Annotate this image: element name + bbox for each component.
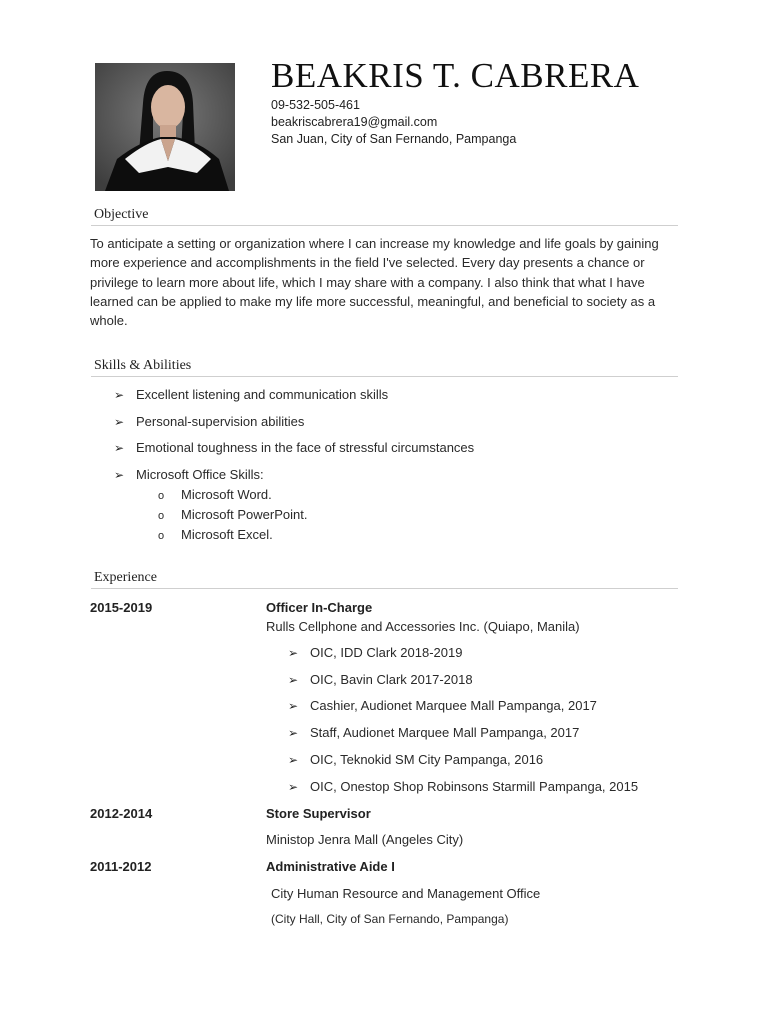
sub-skill-item [158, 507, 307, 522]
job-years: 2011-2012 [90, 859, 152, 874]
job-detail-label: OIC, Onestop Shop Robinsons Starmill Pampanga, 2015 [310, 779, 639, 794]
objective-heading: Objective [94, 207, 149, 222]
section-divider [91, 376, 678, 377]
job-years: 2012-2014 [90, 806, 153, 821]
candidate-name: BEAKRIS T. CABRERA [271, 56, 640, 95]
skill-item [114, 387, 388, 402]
job-detail-label: OIC, Teknokid SM City Pampanga, 2016 [310, 752, 544, 767]
sub-skill-label: Microsoft Word. [181, 487, 272, 502]
job-organization-detail: (City Hall, City of San Fernando, Pampanga) [271, 912, 509, 926]
job-detail-item [288, 725, 579, 740]
section-divider [91, 225, 678, 226]
arrow-bullet-icon: ➢ [288, 646, 299, 660]
arrow-bullet-icon: ➢ [114, 415, 125, 429]
arrow-bullet-icon: ➢ [288, 780, 299, 794]
skills-heading: Skills & Abilities [94, 358, 192, 373]
arrow-bullet-icon: ➢ [114, 441, 125, 455]
sub-skill-item [158, 487, 272, 502]
job-detail-item [288, 752, 543, 767]
arrow-bullet-icon: ➢ [288, 753, 299, 767]
job-organization: Ministop Jenra Mall (Angeles City) [266, 832, 464, 847]
profile-photo [95, 63, 235, 191]
skill-label: Excellent listening and communication skills [136, 387, 389, 402]
job-title: Administrative Aide I [266, 859, 395, 874]
job-detail-label: Staff, Audionet Marquee Mall Pampanga, 2017 [310, 725, 580, 740]
skill-label: Personal-supervision abilities [136, 414, 305, 429]
job-detail-label: OIC, IDD Clark 2018-2019 [310, 645, 463, 660]
circle-bullet-icon: o [158, 530, 165, 542]
home-address: San Juan, City of San Fernando, Pampanga [271, 132, 517, 146]
job-detail-label: OIC, Bavin Clark 2017-2018 [310, 672, 473, 687]
sub-skill-label: Microsoft PowerPoint. [181, 507, 308, 522]
circle-bullet-icon: o [158, 490, 165, 502]
email-address: beakriscabrera19@gmail.com [271, 115, 438, 129]
experience-heading: Experience [94, 570, 157, 585]
objective-text: To anticipate a setting or organization where I can increase my knowledge and life goals by gaining more experience and accomplishments in the field I've selected. Every day presents a chance or privilege to learn more about life, which I may share with a company. I also think that what I have learned can be applied to make my life more successful, meaningful, and beneficial to society as a whole. [90, 236, 659, 329]
sub-skill-label: Microsoft Excel. [181, 527, 273, 542]
section-divider [91, 588, 678, 589]
skill-label: Emotional toughness in the face of stressful circumstances [136, 440, 475, 455]
skill-item [114, 467, 264, 482]
arrow-bullet-icon: ➢ [288, 673, 299, 687]
arrow-bullet-icon: ➢ [288, 699, 299, 713]
job-detail-item [288, 645, 462, 660]
skill-label: Microsoft Office Skills: [136, 467, 264, 482]
job-title: Store Supervisor [266, 806, 371, 821]
job-detail-label: Cashier, Audionet Marquee Mall Pampanga, 2017 [310, 698, 597, 713]
job-detail-item [288, 672, 473, 687]
sub-skill-item [158, 527, 273, 542]
phone-number: 09-532-505-461 [271, 98, 360, 112]
job-years: 2015-2019 [90, 600, 153, 615]
job-organization: City Human Resource and Management Office [271, 886, 541, 901]
job-detail-item [288, 698, 597, 713]
circle-bullet-icon: o [158, 510, 165, 522]
arrow-bullet-icon: ➢ [288, 726, 299, 740]
job-detail-item [288, 779, 638, 794]
job-title: Officer In-Charge [266, 600, 373, 615]
job-organization: Rulls Cellphone and Accessories Inc. (Quiapo, Manila) [266, 619, 580, 634]
arrow-bullet-icon: ➢ [114, 468, 125, 482]
skill-item [114, 440, 474, 455]
arrow-bullet-icon: ➢ [114, 388, 125, 402]
skill-item [114, 414, 304, 429]
